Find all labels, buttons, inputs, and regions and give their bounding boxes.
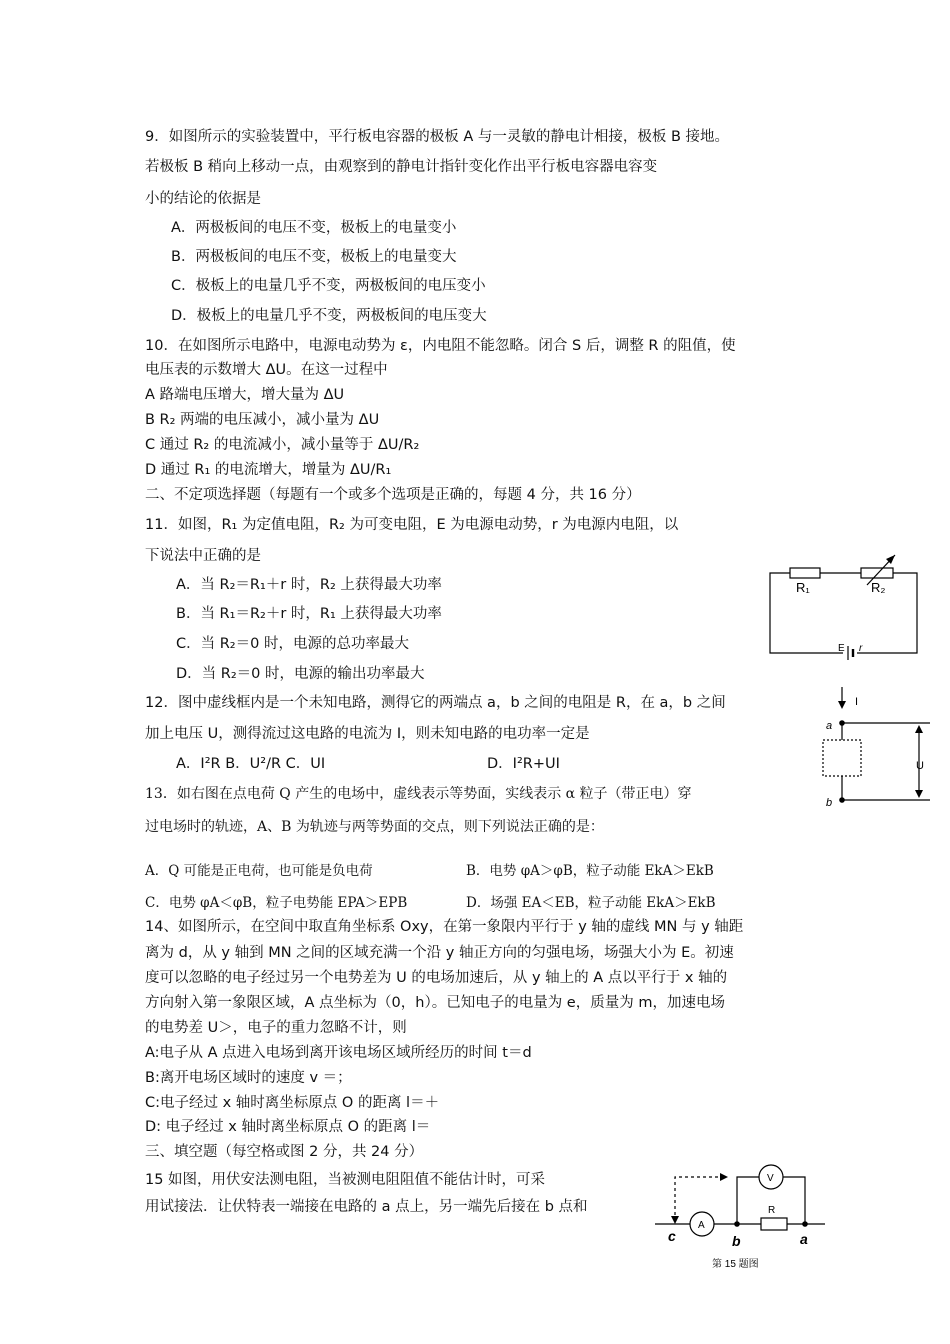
q14-line-5: 的电势差 U＞，电子的重力忽略不计，则 xyxy=(145,1020,407,1036)
q9-line-1: 9．如图所示的实验装置中，平行板电容器的极板 A 与一灵敏的静电计相接，极板 B 接地。 xyxy=(145,129,730,145)
q11-r-label: r xyxy=(859,643,863,654)
q13-option-b: B．电势 φA＞φB，粒子动能 EkA＞EkB xyxy=(466,863,714,879)
point-a-label: a xyxy=(800,1231,808,1247)
q15-figure-caption: 第 15 题图 xyxy=(712,1259,759,1270)
resistor-r-label: R xyxy=(768,1205,776,1216)
q12-u-label: U xyxy=(916,760,924,772)
q10-option-c: C 通过 R₂ 的电流减小，减小量等于 ΔU/R₂ xyxy=(145,437,420,453)
q11-circuit-figure xyxy=(765,550,925,660)
q12-option-d: D．I²R+UI xyxy=(487,756,560,772)
point-b-label: b xyxy=(732,1233,741,1249)
point-c-label: c xyxy=(668,1228,676,1244)
q14-option-a: A:电子从 A 点进入电场到离开该电场区域所经历的时间 t＝d xyxy=(145,1045,532,1061)
q13-option-c: C．电势 φA＜φB，粒子电势能 EPA＞EPB xyxy=(145,895,408,911)
q14-option-d: D: 电子经过 x 轴时离坐标原点 O 的距离 l＝ xyxy=(145,1119,431,1135)
q9-option-b: B．两极板间的电压不变，极板上的电量变大 xyxy=(171,249,457,265)
q10-line-1: 10．在如图所示电路中，电源电动势为 ε，内电阻不能忽略。闭合 S 后，调整 R 的阻值，使 xyxy=(145,338,736,354)
q12-line-2: 加上电压 U，测得流过这电路的电流为 I，则未知电路的电功率一定是 xyxy=(145,726,590,742)
q14-line-1: 14、如图所示，在空间中取直角坐标系 Oxy，在第一象限内平行于 y 轴的虚线 MN 与 y 轴距 xyxy=(145,919,744,935)
q11-r1-label: R₁ xyxy=(796,580,810,595)
voltmeter-label: V xyxy=(767,1173,774,1184)
q15-circuit-figure xyxy=(655,1155,835,1275)
q10-option-b: B R₂ 两端的电压减小，减小量为 ΔU xyxy=(145,412,380,428)
q10-line-2: 电压表的示数增大 ΔU。在这一过程中 xyxy=(145,362,388,378)
q12-options-abc: A．I²R B．U²/R C．UI xyxy=(176,756,326,772)
q14-line-4: 方向射入第一象限区域，A 点坐标为（0，h）。已知电子的电量为 e，质量为 m，加速电场 xyxy=(145,995,725,1011)
q9-line-3: 小的结论的依据是 xyxy=(145,191,261,207)
q13-line-1: 13．如右图在点电荷 Q 产生的电场中，虚线表示等势面，实线表示 α 粒子（带正电）穿 xyxy=(145,786,692,802)
q11-line-2: 下说法中正确的是 xyxy=(145,548,261,564)
q9-option-a: A．两极板间的电压不变，极板上的电量变小 xyxy=(171,220,457,236)
q11-option-c: C．当 R₂＝0 时，电源的总功率最大 xyxy=(176,636,409,652)
q12-i-label: I xyxy=(855,696,859,708)
q12-line-1: 12．图中虚线框内是一个未知电路，测得它的两端点 a，b 之间的电阻是 R，在 a，b 之间 xyxy=(145,695,726,711)
q15-line-1: 15 如图，用伏安法测电阻，当被测电阻阻值不能估计时，可采 xyxy=(145,1172,546,1188)
q13-line-2: 过电场时的轨迹，A、B 为轨迹与两等势面的交点，则下列说法正确的是： xyxy=(145,819,604,835)
ammeter-label: A xyxy=(698,1220,705,1231)
q11-e-label: E xyxy=(838,643,845,654)
q11-option-a: A．当 R₂＝R₁＋r 时，R₂ 上获得最大功率 xyxy=(176,577,442,593)
q11-option-d: D．当 R₂＝0 时，电源的输出功率最大 xyxy=(176,666,425,682)
q15-line-2: 用试接法．让伏特表一端接在电路的 a 点上，另一端先后接在 b 点和 xyxy=(145,1199,588,1215)
q12-a-label: a xyxy=(826,720,833,732)
q9-line-2: 若极板 B 稍向上移动一点，由观察到的静电计指针变化作出平行板电容器电容变 xyxy=(145,159,658,175)
q12-b-label: b xyxy=(826,797,833,809)
q10-option-d: D 通过 R₁ 的电流增大，增量为 ΔU/R₁ xyxy=(145,462,392,478)
q10-option-a: A 路端电压增大，增大量为 ΔU xyxy=(145,387,345,403)
section-3-heading: 三、填空题（每空格或图 2 分，共 24 分） xyxy=(145,1144,424,1160)
q14-line-2: 离为 d，从 y 轴到 MN 之间的区域充满一个沿 y 轴正方向的匀强电场，场强大小为 E。初速 xyxy=(145,945,734,961)
q14-option-b: B:离开电场区域时的速度 v ＝； xyxy=(145,1070,352,1086)
q14-option-c: C:电子经过 x 轴时离坐标原点 O 的距离 l＝＋ xyxy=(145,1095,440,1111)
q14-line-3: 度可以忽略的电子经过另一个电势差为 U 的电场加速后，从 y 轴上的 A 点以平行于 x 轴的 xyxy=(145,970,728,986)
q11-option-b: B．当 R₁＝R₂＋r 时，R₁ 上获得最大功率 xyxy=(176,606,442,622)
q13-option-a: A．Q 可能是正电荷，也可能是负电荷 xyxy=(145,863,373,879)
q12-circuit-figure xyxy=(815,685,935,810)
q9-option-c: C．极板上的电量几乎不变，两极板间的电压变小 xyxy=(171,278,486,294)
q13-option-d: D．场强 EA＜EB，粒子动能 EkA＞EkB xyxy=(466,895,716,911)
q9-option-d: D．极板上的电量几乎不变，两极板间的电压变大 xyxy=(171,308,487,324)
section-2-heading: 二、不定项选择题（每题有一个或多个选项是正确的，每题 4 分，共 16 分） xyxy=(145,487,641,503)
q11-r2-label: R₂ xyxy=(871,580,886,595)
q11-line-1: 11．如图，R₁ 为定值电阻，R₂ 为可变电阻，E 为电源电动势，r 为电源内电阻，以 xyxy=(145,517,679,533)
